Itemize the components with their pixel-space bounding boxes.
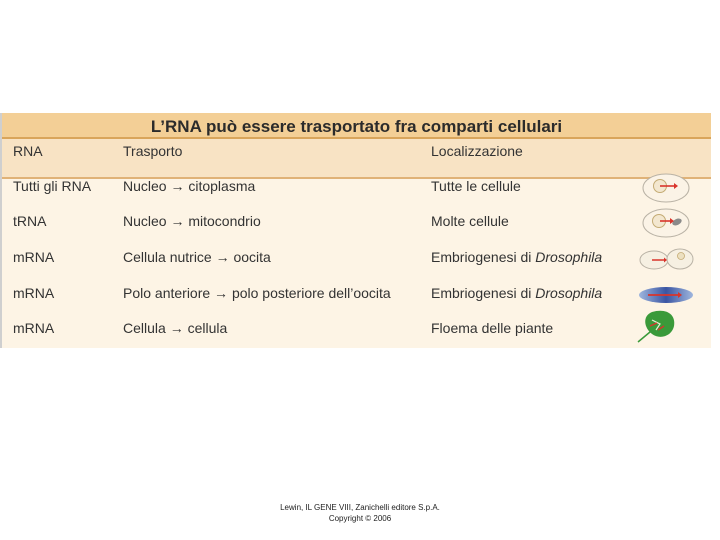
cell-transport: Cellula nutrice → oocita bbox=[123, 249, 271, 265]
plant-leaf-icon bbox=[636, 308, 696, 344]
cell-rna: mRNA bbox=[13, 320, 55, 336]
cell-rna: mRNA bbox=[13, 285, 55, 301]
oocyte-poles-icon bbox=[636, 279, 696, 311]
cell-rna: Tutti gli RNA bbox=[13, 178, 92, 194]
table-row bbox=[2, 205, 711, 241]
cell-localization: Tutte le cellule bbox=[431, 178, 521, 194]
table-row bbox=[2, 170, 711, 206]
cell-localization: Floema delle piante bbox=[431, 320, 554, 336]
nurse-cell-oocyte-icon bbox=[636, 243, 696, 275]
cell-localization: Molte cellule bbox=[431, 213, 509, 229]
header-transport: Trasporto bbox=[123, 143, 183, 159]
cell-transport: Polo anteriore → polo posteriore dell’oocita bbox=[123, 285, 391, 301]
cell-nucleus-export-icon bbox=[636, 172, 696, 204]
footer-line-2: Copyright © 2006 bbox=[328, 514, 392, 523]
cell-transport: Nucleo → citoplasma bbox=[123, 178, 256, 194]
table-title-bar bbox=[2, 113, 711, 139]
cell-rna: mRNA bbox=[13, 249, 55, 265]
table-title: L’RNA può essere trasportato fra comparti cellulari bbox=[150, 117, 563, 136]
rna-transport-table bbox=[2, 113, 711, 348]
header-localization: Localizzazione bbox=[431, 143, 523, 159]
copyright-footer bbox=[0, 502, 720, 524]
cell-localization: Embriogenesi di Drosophila bbox=[431, 249, 603, 265]
cell-transport: Cellula → cellula bbox=[123, 320, 228, 336]
footer-line-1: Lewin, IL GENE VIII, Zanichelli editore S.p.A. bbox=[280, 503, 440, 512]
header-rna: RNA bbox=[13, 143, 43, 159]
cell-mitochondrion-import-icon bbox=[636, 207, 696, 239]
cell-localization: Embriogenesi di Drosophila bbox=[431, 285, 603, 301]
cell-transport: Nucleo → mitocondrio bbox=[123, 213, 261, 229]
table-row bbox=[2, 312, 711, 348]
table-row bbox=[2, 241, 711, 277]
cell-rna: tRNA bbox=[13, 213, 47, 229]
table-row bbox=[2, 277, 711, 313]
